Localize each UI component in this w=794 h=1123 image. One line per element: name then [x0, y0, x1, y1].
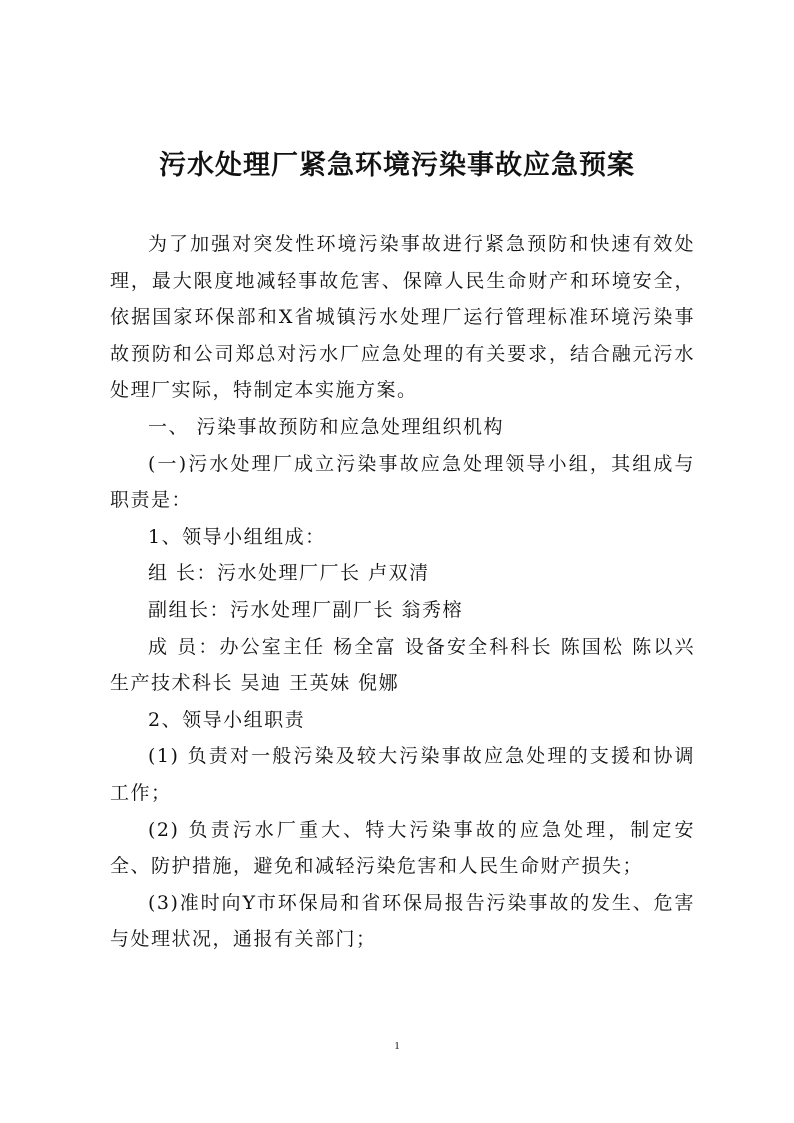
members-line: 成 员：办公室主任 杨全富 设备安全科科长 陈国松 陈以兴 生产技术科长 吴迪 王英妹 倪娜 [110, 635, 695, 695]
subsection-heading: (一)污水处理厂成立污染事故应急处理领导小组，其组成与职责是： [110, 452, 695, 512]
duty-item: (1) 负责对一般污染及较大污染事故应急处理的支援和协调工作； [110, 745, 695, 804]
group-leader-line: 组 长：污水处理厂厂长 卢双清 [148, 562, 430, 585]
duty-item: (2) 负责污水厂重大、特大污染事故的应急处理，制定安全、防护措施，避免和减轻污染危害和人民生命财产损失； [110, 818, 695, 878]
intro-paragraph: 为了加强对突发性环境污染事故进行紧急预防和快速有效处理，最大限度地减轻事故危害、保障人民生命财产和环境安全，依据国家环保部和X省城镇污水处理厂运行管理标准环境污染事故预防和公司郑总对污水厂应急处理的有关要求，结合融元污水处理厂实际，特制定本实施方案。 [110, 233, 695, 402]
deputy-leader-line: 副组长：污水处理厂副厂长 翁秀榕 [148, 598, 464, 621]
duty-item: (3)准时向Y市环保局和省环保局报告污染事故的发生、危害与处理状况，通报有关部门； [110, 891, 695, 951]
document-title: 污水处理厂紧急环境污染事故应急预案 [159, 150, 635, 182]
page-number: 1 [394, 1040, 400, 1052]
group-duties-heading: 2、领导小组职责 [148, 708, 306, 731]
document-body [110, 226, 695, 958]
section-heading: 一、 污染事故预防和应急处理组织机构 [148, 415, 505, 438]
group-composition-heading: 1、领导小组组成： [148, 525, 326, 548]
